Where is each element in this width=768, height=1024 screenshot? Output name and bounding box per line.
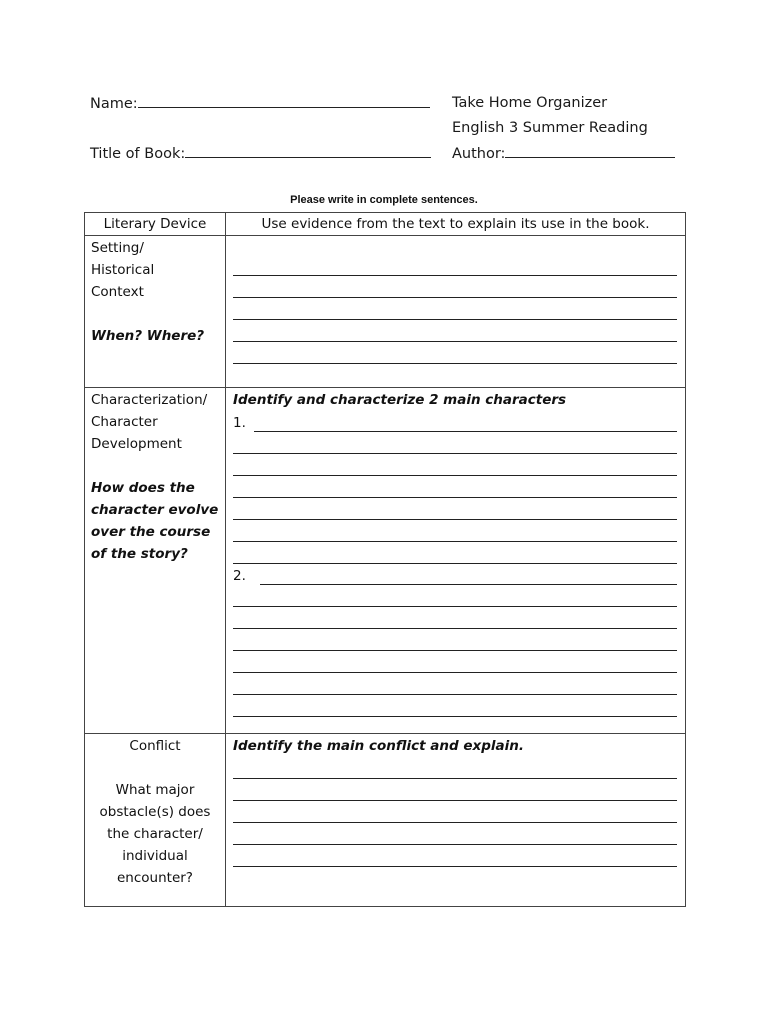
device-question: What major xyxy=(115,782,195,798)
author-label: Author: xyxy=(452,146,506,162)
device-conflict xyxy=(85,734,226,907)
author-field[interactable] xyxy=(452,145,675,162)
book-title-line[interactable] xyxy=(185,145,431,158)
row-prompt: Identify and characterize 2 main characters xyxy=(233,392,567,408)
book-title-label: Title of Book: xyxy=(90,146,186,162)
answer-line[interactable] xyxy=(233,673,677,695)
answer-line[interactable] xyxy=(233,498,677,520)
device-question: the character/ xyxy=(107,826,203,842)
table-row-characterization xyxy=(85,388,686,734)
answer-line[interactable] xyxy=(233,342,677,364)
col-header-evidence: Use evidence from the text to explain its use in the book. xyxy=(226,213,686,236)
device-question: When? Where? xyxy=(91,328,205,344)
answer-line[interactable] xyxy=(233,607,677,629)
device-line: Historical xyxy=(91,262,155,278)
answer-line[interactable] xyxy=(233,476,677,498)
answer-line[interactable] xyxy=(233,801,677,823)
device-question: encounter? xyxy=(117,870,193,886)
device-line: Character xyxy=(91,414,158,430)
header-row xyxy=(85,213,686,236)
name-field[interactable] xyxy=(90,95,430,112)
table-row-setting xyxy=(85,236,686,388)
col-header-device: Literary Device xyxy=(85,213,226,236)
answer-line[interactable] xyxy=(233,651,677,673)
answer-line[interactable] xyxy=(233,298,677,320)
device-setting xyxy=(85,236,226,388)
character-number: 1. xyxy=(233,415,246,431)
device-question: character evolve xyxy=(91,502,219,518)
organizer-title: Take Home Organizer xyxy=(452,95,608,111)
character-1-line[interactable] xyxy=(233,411,677,432)
answer-line[interactable] xyxy=(233,520,677,542)
device-line: Context xyxy=(91,284,144,300)
author-line[interactable] xyxy=(505,145,675,158)
answer-line[interactable] xyxy=(233,320,677,342)
organizer-table xyxy=(84,212,686,907)
character-number: 2. xyxy=(233,568,246,584)
name-line[interactable] xyxy=(138,95,430,108)
answer-line[interactable] xyxy=(233,542,677,564)
answer-line[interactable] xyxy=(233,254,677,276)
answer-characterization[interactable] xyxy=(226,388,686,734)
device-question: How does the xyxy=(91,480,195,496)
character-2-line[interactable] xyxy=(233,564,677,585)
device-question: over the course xyxy=(91,524,211,540)
device-line: Conflict xyxy=(129,738,181,754)
course-name: English 3 Summer Reading xyxy=(452,120,648,136)
answer-setting[interactable] xyxy=(226,236,686,388)
table-row-conflict xyxy=(85,734,686,907)
device-line: Characterization/ xyxy=(91,392,208,408)
answer-line[interactable] xyxy=(233,823,677,845)
device-question: obstacle(s) does xyxy=(99,804,211,820)
answer-line[interactable] xyxy=(233,585,677,607)
device-characterization xyxy=(85,388,226,734)
book-title-field[interactable] xyxy=(90,145,431,162)
answer-line[interactable] xyxy=(233,845,677,867)
answer-line[interactable] xyxy=(233,276,677,298)
name-label: Name: xyxy=(90,96,138,112)
row-prompt: Identify the main conflict and explain. xyxy=(233,738,524,754)
answer-line[interactable] xyxy=(233,629,677,651)
device-question: of the story? xyxy=(91,546,188,562)
device-line: Setting/ xyxy=(91,240,144,256)
answer-line[interactable] xyxy=(233,454,677,476)
answer-line[interactable] xyxy=(233,432,677,454)
answer-line[interactable] xyxy=(233,779,677,801)
device-line: Development xyxy=(91,436,182,452)
instructions: Please write in complete sentences. xyxy=(290,194,478,206)
device-question: individual xyxy=(122,848,188,864)
answer-line[interactable] xyxy=(233,695,677,717)
answer-line[interactable] xyxy=(233,757,677,779)
answer-conflict[interactable] xyxy=(226,734,686,907)
